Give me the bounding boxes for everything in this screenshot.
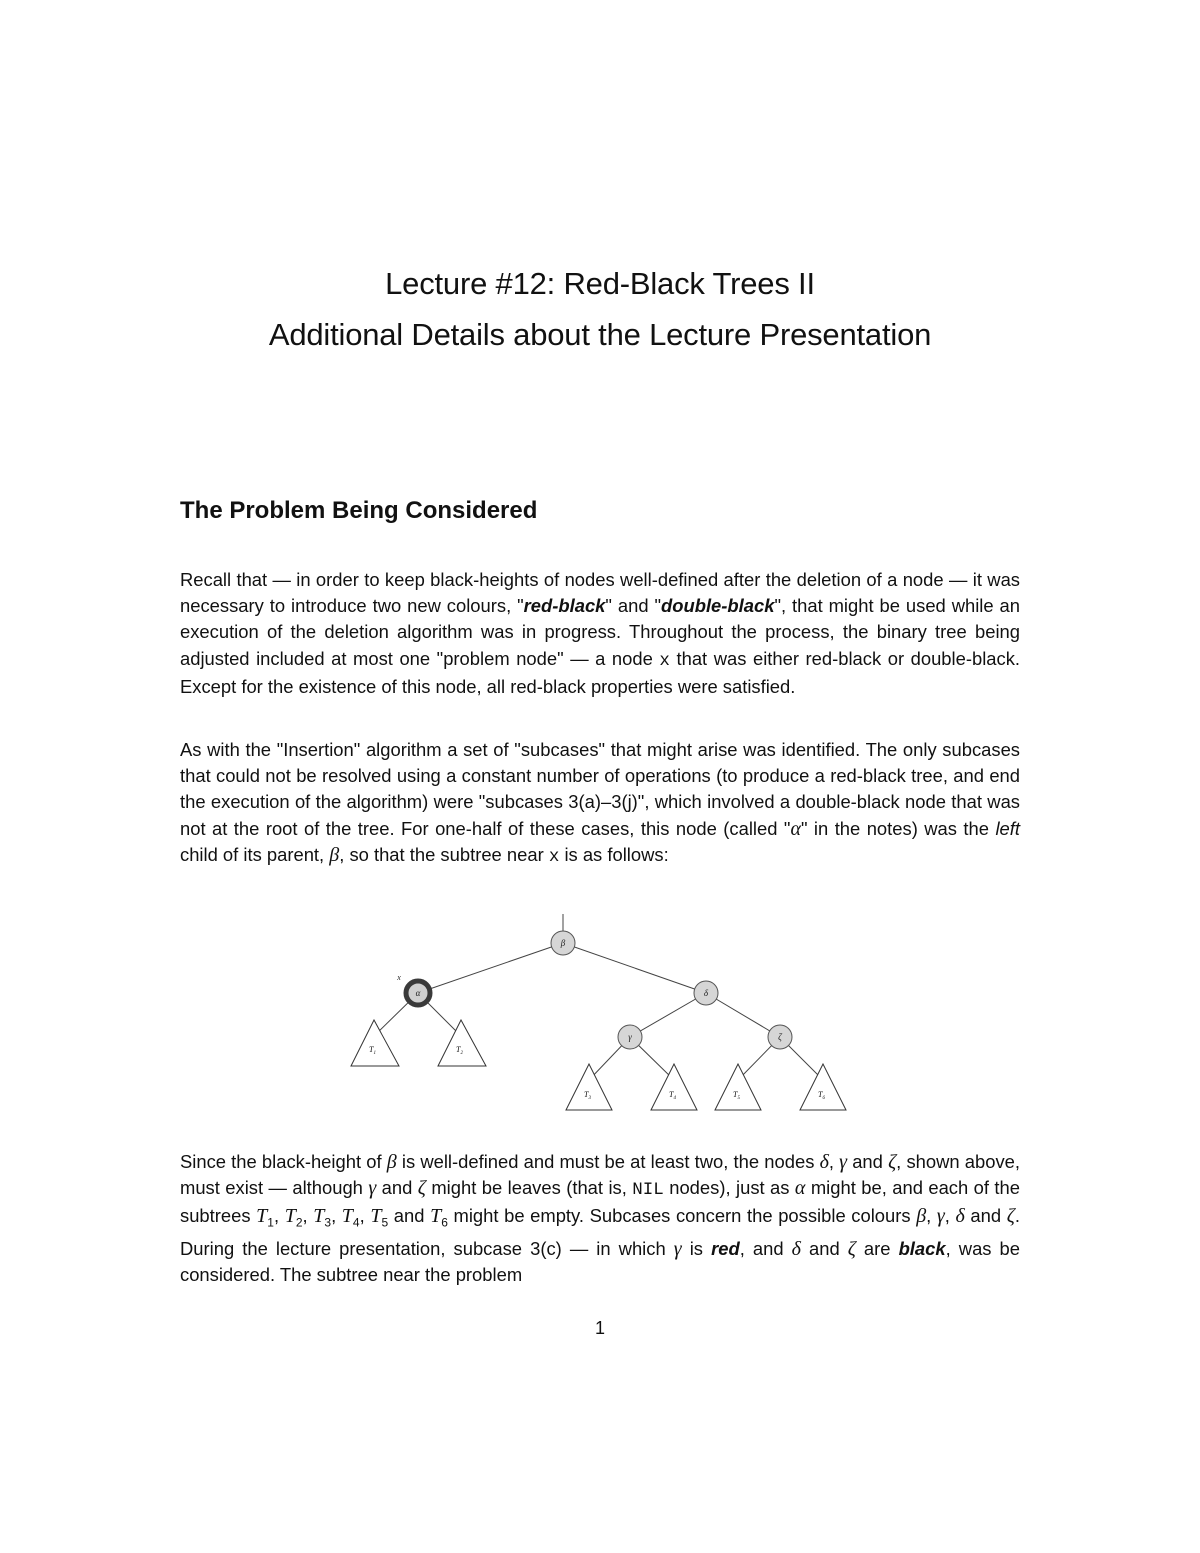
title-line-2: Additional Details about the Lecture Presentation <box>268 317 932 352</box>
label-t1: $T_1$ <box>369 1045 376 1056</box>
label-t4: $T_4$ <box>669 1090 676 1101</box>
edge-beta-delta <box>563 943 706 993</box>
term-red-black: red-black <box>523 595 606 617</box>
subtree-t5 <box>715 1064 761 1110</box>
paragraph-subcases: As with the "Insertion" algorithm a set of "subcases" that might arise was identified. The only subcases that could not be resolved using a constant number of operations (to produce a red-black tree, and end the execution of the algorithm) were "subcases 3(a)–3(j)", which involved a double-black node that was not at the root of the tree. For one-half of these cases, this node (called "α" in the notes) was the left child of its parent, β, so that the subtree near x is as follows: <box>180 739 1020 867</box>
label-t5: $T_5$ <box>733 1090 740 1101</box>
node-delta-label: δ <box>703 988 709 998</box>
node-beta-label: β <box>560 938 566 948</box>
term-double-black: double-black <box>661 595 775 617</box>
term-black: black <box>898 1238 946 1260</box>
term-red: red <box>711 1238 740 1260</box>
node-alpha-label: α <box>415 988 421 998</box>
page-number: 1 <box>594 1318 605 1338</box>
edge-delta-zeta <box>706 993 780 1037</box>
problem-node-x-label: x <box>397 973 401 982</box>
edge-beta-alpha <box>418 943 563 993</box>
subtree-figure <box>340 912 860 1117</box>
subtree-t3 <box>566 1064 612 1110</box>
subtree-t1 <box>351 1020 399 1066</box>
node-zeta-label: ζ <box>778 1032 782 1042</box>
label-t6: $T_6$ <box>818 1090 825 1101</box>
edge-delta-gamma <box>630 993 706 1037</box>
paragraph-recall: Recall that — in order to keep black-heights of nodes well-defined after the deletion of a node — it was necessary to introduce two new colours, "red-black" and "double-black", that might be used while an execution of the deletion algorithm was in progress. Throughout the process, the binary tree being adjusted included at most one "problem node" — a node x that was either red-black or double-black. Except for the existence of this node, all red-black properties were satisfied. <box>180 569 1021 697</box>
subtree-t4 <box>651 1064 697 1110</box>
subtree-t6 <box>800 1064 846 1110</box>
section-heading: The Problem Being Considered <box>180 497 538 524</box>
subtree-t2 <box>438 1020 486 1066</box>
paragraph-black-height: Since the black-height of β is well-defined and must be at least two, the nodes δ, γ and ζ, shown above, must exist — although γ and ζ might be leaves (that is, NIL nodes), just as α might be, and each of the subtrees $T_1$, $T_2$, $T_3$, $T_4$, $T_5$ and $T_6$ might be empty. Subcases concern the possible colours β, γ, δ and ζ. During the lecture presentation, subcase 3(c) — in which γ is red, and δ and ζ are black, was be considered. The subtree near the problem <box>180 1151 1021 1286</box>
label-t2: $T_2$ <box>456 1045 463 1056</box>
label-t3: $T_3$ <box>584 1090 591 1101</box>
title-line-1: Lecture #12: Red-Black Trees II <box>385 266 815 301</box>
node-gamma-label: γ <box>628 1032 632 1042</box>
